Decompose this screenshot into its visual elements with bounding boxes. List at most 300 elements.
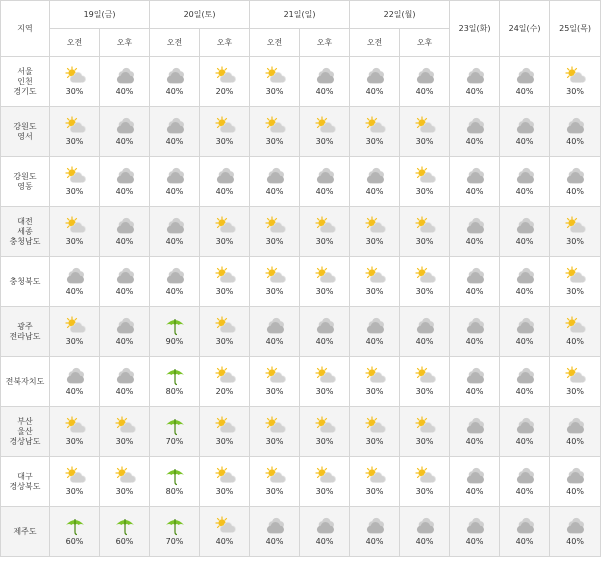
region-name: 광주 전라남도 [1,307,50,357]
partly-cloudy-icon [114,416,136,436]
precip-probability: 40% [115,237,134,246]
precip-probability: 40% [566,187,584,196]
precip-probability: 40% [65,387,84,396]
forecast-cell [200,257,250,307]
forecast-cell [300,457,350,507]
forecast-cell [550,257,601,307]
precip-probability: 40% [365,537,384,546]
partly-cloudy-icon [264,216,286,236]
precip-probability: 90% [165,337,184,346]
day-header: 21일(일) [250,1,350,29]
precip-probability: 40% [115,137,134,146]
forecast-cell [150,507,200,557]
cloudy-icon [114,66,136,86]
precip-probability: 40% [165,237,184,246]
forecast-cell [150,107,200,157]
region-name: 대전 세종 충청남도 [1,207,50,257]
forecast-cell [200,357,250,407]
forecast-cell [100,107,150,157]
partly-cloudy-icon [214,116,236,136]
precip-probability: 30% [115,437,134,446]
forecast-cell [250,157,300,207]
precip-probability: 40% [465,187,484,196]
cloudy-icon [114,216,136,236]
precip-probability: 30% [365,437,384,446]
forecast-cell [350,357,400,407]
table-row [1,257,601,307]
forecast-cell [550,307,601,357]
day-header: 24일(수) [500,1,550,57]
precip-probability: 40% [515,537,534,546]
cloudy-icon [114,116,136,136]
region-name: 부산 울산 경상남도 [1,407,50,457]
forecast-cell [500,307,550,357]
cloudy-icon [564,116,586,136]
precip-probability: 30% [265,287,284,296]
forecast-cell [400,407,450,457]
forecast-cell [300,107,350,157]
forecast-cell [550,457,601,507]
umbrella-rain-icon [164,416,186,436]
forecast-cell [300,207,350,257]
partly-cloudy-icon [364,266,386,286]
cloudy-icon [464,116,486,136]
forecast-cell [250,357,300,407]
forecast-cell [400,157,450,207]
precip-probability: 30% [115,487,134,496]
forecast-cell [350,57,400,107]
table-row [1,307,601,357]
precip-probability: 40% [566,337,584,346]
forecast-cell [500,507,550,557]
forecast-cell [500,357,550,407]
precip-probability: 40% [215,537,234,546]
cloudy-icon [264,166,286,186]
forecast-cell [400,507,450,557]
forecast-cell [550,157,601,207]
partly-cloudy-icon [314,116,336,136]
cloudy-icon [164,266,186,286]
partly-cloudy-icon [64,316,86,336]
cloudy-icon [364,166,386,186]
umbrella-rain-icon [164,466,186,486]
precip-probability: 30% [415,237,434,246]
forecast-cell [350,407,400,457]
partly-cloudy-icon [364,116,386,136]
cloudy-icon [414,516,436,536]
precip-probability: 30% [65,87,84,96]
precip-probability: 30% [415,187,434,196]
precip-probability: 30% [65,137,84,146]
cloudy-icon [314,166,336,186]
partly-cloudy-icon [414,216,436,236]
pm-header: 오후 [300,29,350,57]
forecast-cell [400,57,450,107]
cloudy-icon [264,516,286,536]
forecast-cell [400,457,450,507]
cloudy-icon [314,66,336,86]
table-row [1,407,601,457]
forecast-cell [50,307,100,357]
cloudy-icon [164,166,186,186]
precip-probability: 30% [365,287,384,296]
forecast-cell [500,257,550,307]
precip-probability: 30% [265,137,284,146]
cloudy-icon [464,516,486,536]
precip-probability: 30% [215,487,234,496]
partly-cloudy-icon [264,366,286,386]
precip-probability: 40% [115,387,134,396]
cloudy-icon [464,66,486,86]
cloudy-icon [164,216,186,236]
precip-probability: 40% [65,287,84,296]
forecast-cell [350,507,400,557]
forecast-cell [500,157,550,207]
forecast-cell [300,507,350,557]
cloudy-icon [64,366,86,386]
precip-probability: 40% [515,137,534,146]
precip-probability: 80% [165,387,184,396]
partly-cloudy-icon [414,266,436,286]
pm-header: 오후 [400,29,450,57]
precip-probability: 40% [365,87,384,96]
partly-cloudy-icon [64,416,86,436]
forecast-cell [200,407,250,457]
am-header: 오전 [250,29,300,57]
cloudy-icon [464,316,486,336]
precip-probability: 40% [315,87,334,96]
region-name: 충청북도 [1,257,50,307]
precip-probability: 40% [165,137,184,146]
cloudy-icon [464,416,486,436]
precip-probability: 20% [215,387,234,396]
precip-probability: 30% [415,137,434,146]
partly-cloudy-icon [214,216,236,236]
umbrella-rain-icon [164,316,186,336]
table-row [1,207,601,257]
forecast-cell [250,307,300,357]
precip-probability: 40% [515,287,534,296]
precip-probability: 40% [465,87,484,96]
cloudy-icon [464,216,486,236]
cloudy-icon [64,266,86,286]
partly-cloudy-icon [214,466,236,486]
precip-probability: 30% [415,487,434,496]
precip-probability: 40% [515,437,534,446]
forecast-cell [100,157,150,207]
cloudy-icon [314,316,336,336]
forecast-cell [150,407,200,457]
forecast-cell [50,107,100,157]
forecast-cell [350,257,400,307]
forecast-cell [50,457,100,507]
forecast-cell [450,107,500,157]
cloudy-icon [514,216,536,236]
cloudy-icon [164,66,186,86]
precip-probability: 30% [566,287,584,296]
precip-probability: 40% [515,187,534,196]
table-row [1,57,601,107]
forecast-cell [200,57,250,107]
partly-cloudy-icon [64,466,86,486]
forecast-cell [350,457,400,507]
day-header: 19일(금) [50,1,150,29]
precip-probability: 40% [115,87,134,96]
partly-cloudy-icon [214,66,236,86]
partly-cloudy-icon [214,416,236,436]
precip-probability: 30% [566,87,584,96]
forecast-cell [50,257,100,307]
precip-probability: 40% [165,187,184,196]
day-header: 25일(목) [550,1,601,57]
forecast-cell [50,207,100,257]
forecast-cell [250,507,300,557]
precip-probability: 40% [465,237,484,246]
cloudy-icon [114,316,136,336]
forecast-cell [300,357,350,407]
forecast-cell [450,257,500,307]
partly-cloudy-icon [564,366,586,386]
cloudy-icon [464,266,486,286]
table-row [1,507,601,557]
cloudy-icon [564,166,586,186]
region-name: 전북자치도 [1,357,50,407]
partly-cloudy-icon [414,166,436,186]
forecast-cell [250,107,300,157]
cloudy-icon [414,316,436,336]
precip-probability: 40% [465,287,484,296]
forecast-cell [350,107,400,157]
partly-cloudy-icon [314,216,336,236]
cloudy-icon [114,366,136,386]
forecast-cell [450,207,500,257]
cloudy-icon [464,366,486,386]
forecast-cell [100,257,150,307]
forecast-cell [150,307,200,357]
forecast-cell [100,407,150,457]
cloudy-icon [364,516,386,536]
precip-probability: 30% [415,387,434,396]
precip-probability: 40% [365,187,384,196]
partly-cloudy-icon [214,316,236,336]
forecast-cell [550,357,601,407]
forecast-cell [400,307,450,357]
partly-cloudy-icon [564,266,586,286]
precip-probability: 40% [265,337,284,346]
partly-cloudy-icon [64,216,86,236]
precip-probability: 40% [515,337,534,346]
pm-header: 오후 [100,29,150,57]
partly-cloudy-icon [64,166,86,186]
partly-cloudy-icon [414,116,436,136]
precip-probability: 40% [265,537,284,546]
precip-probability: 40% [265,187,284,196]
forecast-cell [100,207,150,257]
precip-probability: 40% [465,337,484,346]
cloudy-icon [364,66,386,86]
precip-probability: 30% [365,487,384,496]
precip-probability: 30% [315,137,334,146]
forecast-cell [100,457,150,507]
forecast-cell [150,457,200,507]
forecast-cell [300,407,350,457]
precip-probability: 40% [465,137,484,146]
partly-cloudy-icon [214,516,236,536]
precip-probability: 30% [566,387,584,396]
cloudy-icon [514,466,536,486]
forecast-cell [150,257,200,307]
forecast-cell [150,207,200,257]
forecast-cell [200,307,250,357]
partly-cloudy-icon [364,366,386,386]
precip-probability: 40% [566,137,584,146]
cloudy-icon [564,466,586,486]
cloudy-icon [514,316,536,336]
forecast-cell [300,307,350,357]
precip-probability: 30% [365,137,384,146]
forecast-cell [450,57,500,107]
precip-probability: 30% [415,287,434,296]
precip-probability: 40% [515,387,534,396]
forecast-cell [500,457,550,507]
table-row [1,157,601,207]
cloudy-icon [214,166,236,186]
table-row [1,357,601,407]
forecast-cell [200,507,250,557]
precip-probability: 30% [265,87,284,96]
forecast-cell [500,207,550,257]
region-name: 강원도 영동 [1,157,50,207]
precip-probability: 30% [215,437,234,446]
cloudy-icon [164,116,186,136]
partly-cloudy-icon [364,466,386,486]
forecast-cell [300,257,350,307]
partly-cloudy-icon [64,116,86,136]
cloudy-icon [514,166,536,186]
region-name: 서울 인천 경기도 [1,57,50,107]
precip-probability: 40% [315,187,334,196]
forecast-cell [500,407,550,457]
region-header: 지역 [1,1,50,57]
forecast-cell [500,57,550,107]
forecast-cell [150,157,200,207]
pm-header: 오후 [200,29,250,57]
cloudy-icon [314,516,336,536]
cloudy-icon [114,266,136,286]
precip-probability: 40% [315,337,334,346]
partly-cloudy-icon [264,266,286,286]
forecast-cell [100,307,150,357]
precip-probability: 30% [65,487,84,496]
region-name: 제주도 [1,507,50,557]
umbrella-rain-icon [64,516,86,536]
precip-probability: 30% [365,387,384,396]
umbrella-rain-icon [164,516,186,536]
precip-probability: 40% [566,487,584,496]
partly-cloudy-icon [414,366,436,386]
cloudy-icon [264,316,286,336]
cloudy-icon [564,516,586,536]
region-name: 강원도 영서 [1,107,50,157]
partly-cloudy-icon [564,316,586,336]
table-row [1,107,601,157]
partly-cloudy-icon [414,416,436,436]
forecast-cell [550,107,601,157]
partly-cloudy-icon [64,66,86,86]
forecast-cell [100,507,150,557]
precip-probability: 40% [465,387,484,396]
precip-probability: 40% [515,237,534,246]
forecast-cell [200,107,250,157]
precip-probability: 30% [315,287,334,296]
forecast-cell [450,357,500,407]
precip-probability: 30% [215,287,234,296]
precip-probability: 40% [515,87,534,96]
cloudy-icon [414,66,436,86]
forecast-cell [450,157,500,207]
forecast-cell [350,157,400,207]
precip-probability: 40% [365,337,384,346]
forecast-cell [200,207,250,257]
precip-probability: 30% [315,487,334,496]
precip-probability: 30% [265,387,284,396]
precip-probability: 40% [566,537,584,546]
forecast-cell [150,357,200,407]
forecast-cell [450,457,500,507]
cloudy-icon [514,416,536,436]
forecast-body [1,57,601,557]
forecast-cell [400,257,450,307]
precip-probability: 40% [465,537,484,546]
precip-probability: 30% [65,237,84,246]
table-row [1,457,601,507]
cloudy-icon [514,366,536,386]
forecast-cell [400,107,450,157]
precip-probability: 30% [265,237,284,246]
forecast-cell [400,357,450,407]
precip-probability: 40% [115,337,134,346]
precip-probability: 30% [315,387,334,396]
precip-probability: 30% [265,487,284,496]
partly-cloudy-icon [264,66,286,86]
partly-cloudy-icon [214,266,236,286]
cloudy-icon [114,166,136,186]
forecast-cell [50,357,100,407]
precip-probability: 60% [115,537,134,546]
forecast-cell [250,257,300,307]
precip-probability: 30% [315,437,334,446]
umbrella-rain-icon [164,366,186,386]
cloudy-icon [514,116,536,136]
precip-probability: 30% [215,137,234,146]
forecast-cell [50,57,100,107]
forecast-cell [250,57,300,107]
cloudy-icon [514,266,536,286]
forecast-cell [450,307,500,357]
precip-probability: 30% [566,237,584,246]
partly-cloudy-icon [414,466,436,486]
cloudy-icon [564,416,586,436]
partly-cloudy-icon [264,116,286,136]
forecast-cell [450,507,500,557]
precip-probability: 20% [215,87,234,96]
forecast-cell [350,307,400,357]
precip-probability: 40% [315,537,334,546]
partly-cloudy-icon [314,416,336,436]
precip-probability: 30% [65,187,84,196]
cloudy-icon [464,166,486,186]
precip-probability: 70% [165,437,184,446]
